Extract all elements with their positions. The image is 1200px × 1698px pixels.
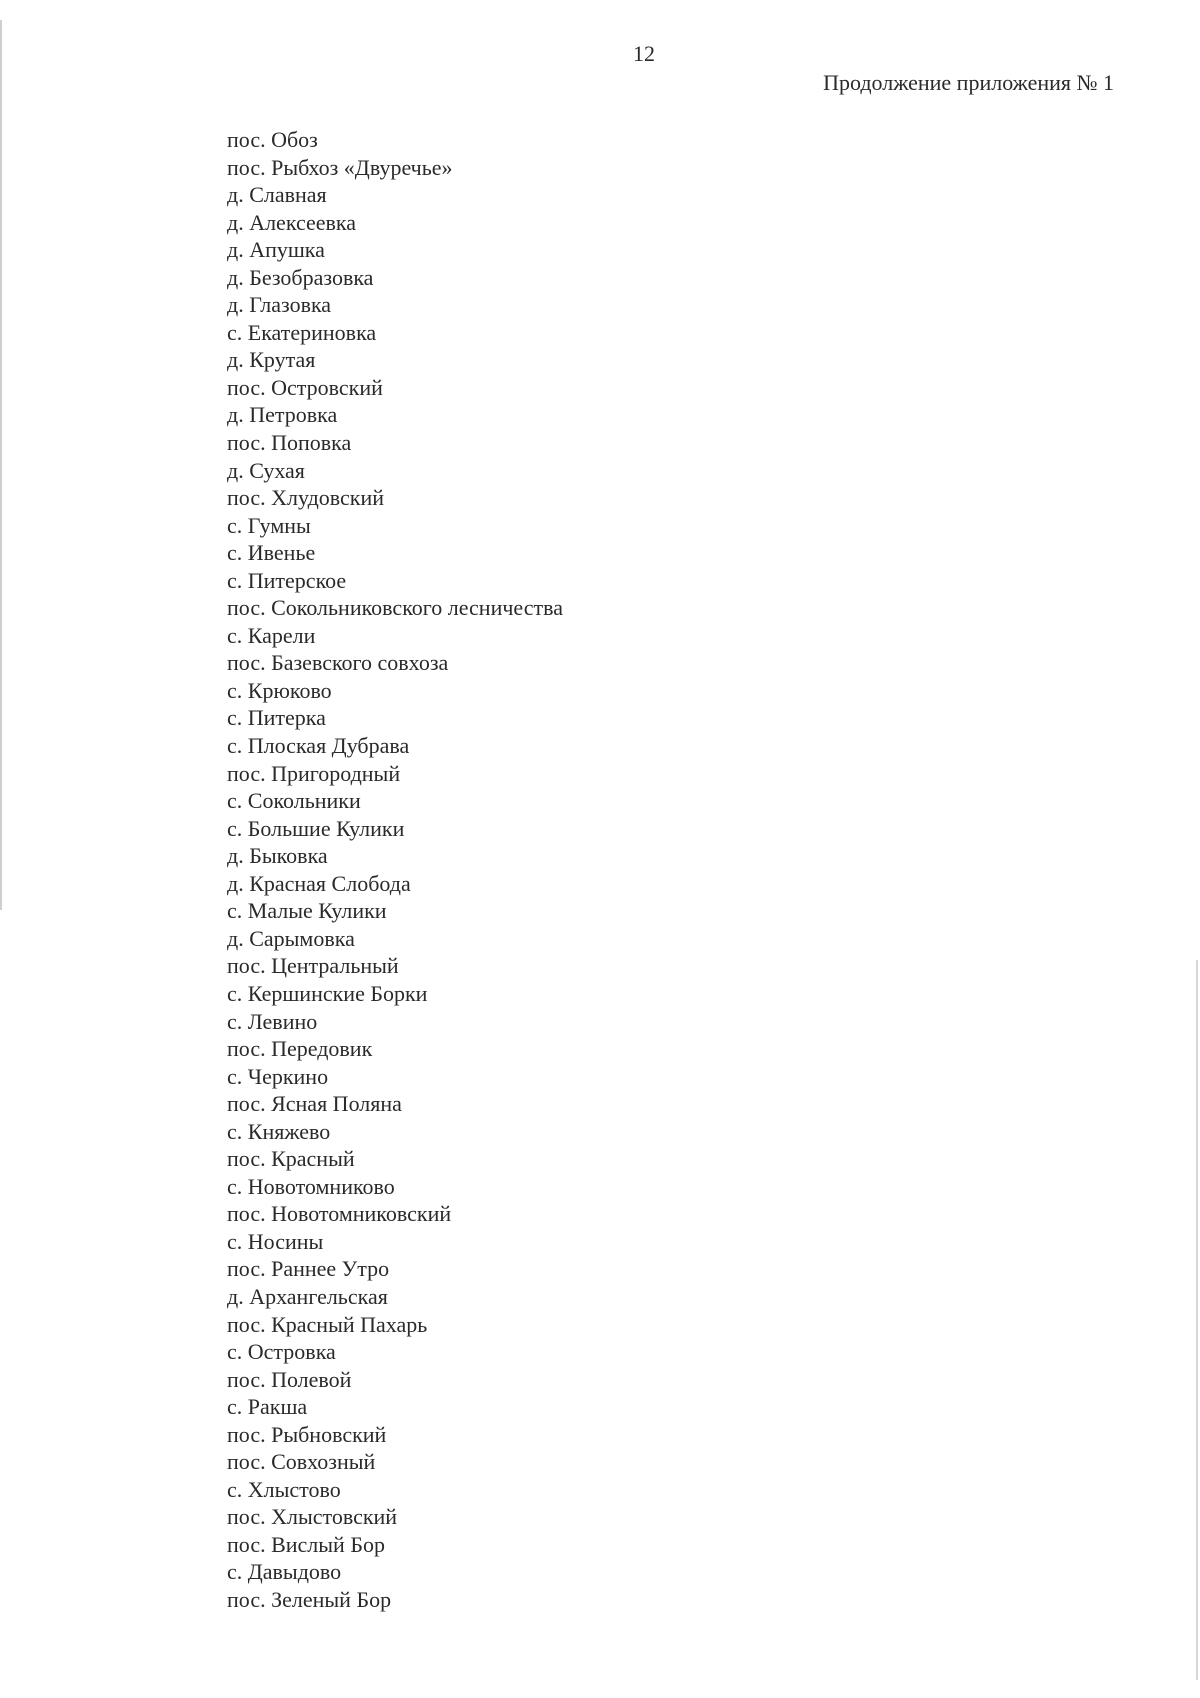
settlement-item: с. Плоская Дубрава [227,733,410,759]
settlement-item: д. Сарымовка [227,925,355,951]
settlement-item: д. Апушка [227,237,325,263]
settlement-item: с. Гумны [227,512,311,538]
settlement-item: с. Кершинские Борки [227,980,428,1006]
settlement-item: с. Новотомниково [227,1173,395,1199]
settlement-item: пос. Красный [227,1146,355,1172]
settlement-item: с. Большие Кулики [227,815,405,841]
settlement-item: д. Безобразовка [227,264,374,290]
settlement-item: с. Левино [227,1008,318,1034]
settlement-item: с. Островка [227,1339,336,1365]
scan-edge-right [1196,960,1198,1680]
settlement-item: с. Черкино [227,1063,329,1089]
settlement-item: пос. Вислый Бор [227,1531,385,1557]
settlement-item: с. Питерское [227,567,347,593]
settlement-item: пос. Сокольниковского лесничества [227,595,563,621]
settlement-item: пос. Ясная Поляна [227,1091,402,1117]
settlement-item: д. Славная [227,182,327,208]
settlement-item: с. Питерка [227,705,326,731]
settlement-item: пос. Хлудовский [227,485,385,511]
settlement-item: пос. Базевского совхоза [227,650,449,676]
settlement-item: с. Ивенье [227,540,316,566]
settlement-item: пос. Раннее Утро [227,1256,390,1282]
settlement-item: пос. Зеленый Бор [227,1586,392,1612]
settlement-item: д. Глазовка [227,292,332,318]
settlement-item: пос. Рыбновский [227,1421,387,1447]
settlement-item: пос. Красный Пахарь [227,1311,428,1337]
settlement-item: пос. Поповка [227,430,352,456]
settlement-list [227,126,563,1614]
settlement-item: пос. Пригородный [227,760,401,786]
settlement-item: д. Крутая [227,347,316,373]
settlement-item: пос. Островский [227,374,383,400]
settlement-item: с. Давыдово [227,1559,342,1585]
settlement-item: д. Петровка [227,402,338,428]
settlement-item: с. Карели [227,622,316,648]
settlement-item: с. Сокольники [227,788,361,814]
page-number: 12 [633,41,655,66]
settlement-item: д. Архангельская [227,1283,388,1309]
appendix-continuation-label: Продолжение приложения № 1 [823,70,1114,95]
settlement-item: пос. Центральный [227,953,399,979]
settlement-item: д. Алексеевка [227,209,357,235]
settlement-item: с. Носины [227,1228,324,1254]
settlement-item: с. Екатериновка [227,319,377,345]
settlement-item: пос. Передовик [227,1036,373,1062]
settlement-item: пос. Новотомниковский [227,1201,452,1227]
settlement-item: д. Красная Слобода [227,870,411,896]
settlement-item: пос. Совхозный [227,1449,376,1475]
settlement-item: с. Крюково [227,677,332,703]
settlement-item: пос. Полевой [227,1366,352,1392]
settlement-item: с. Хлыстово [227,1476,341,1502]
settlement-item: пос. Рыбхоз «Двуречье» [227,154,453,180]
settlement-item: д. Быковка [227,843,328,869]
settlement-item: пос. Обоз [227,127,318,152]
settlement-item: пос. Хлыстовский [227,1504,398,1530]
settlement-item: д. Сухая [227,457,305,483]
scan-edge-left [0,20,2,910]
settlement-item: с. Ракша [227,1394,308,1420]
settlement-item: с. Малые Кулики [227,898,387,924]
settlement-item: с. Княжево [227,1118,331,1144]
